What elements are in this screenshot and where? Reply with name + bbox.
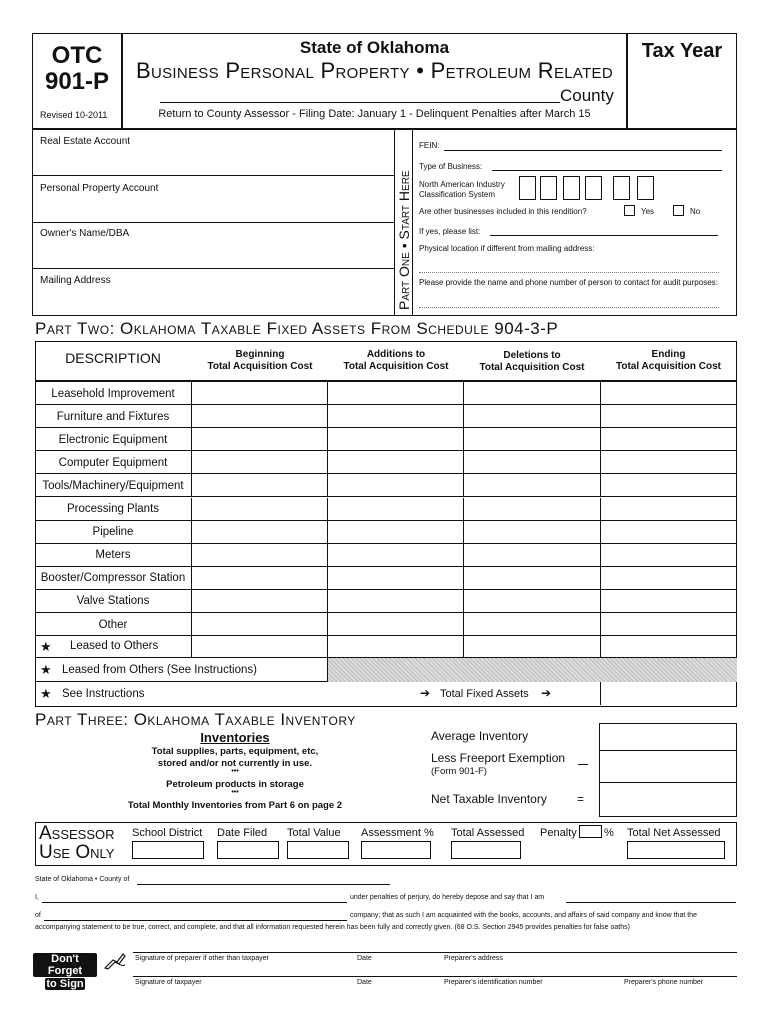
col-deletions-header-1: Deletions to	[503, 350, 561, 361]
star-icon: ★	[40, 662, 52, 677]
inventory-dots-2: •••	[231, 789, 239, 796]
table-row	[35, 613, 737, 636]
dont-forget-line-2: to Sign	[46, 978, 84, 990]
part-three-title: Part Three: Oklahoma Taxable Inventory	[35, 710, 356, 729]
less-freeport-label: Less Freeport Exemption	[431, 751, 566, 765]
cell-beginning[interactable]	[191, 613, 327, 636]
cell-ending[interactable]	[600, 567, 737, 590]
row-label: Processing Plants	[66, 503, 160, 515]
total-net-assessed-field[interactable]	[627, 841, 725, 859]
naics-digit-5[interactable]	[613, 176, 630, 200]
field-label-owner: Owner's Name/DBA	[40, 228, 130, 239]
star-icon: ★	[40, 639, 52, 654]
cell-ending[interactable]	[600, 474, 737, 497]
perjury-text: under penalties of perjury, do hereby depose and say that I am	[350, 894, 545, 901]
sig-preparer-line[interactable]	[133, 952, 737, 953]
other-businesses-question: Are other businesses included in this rendition?	[419, 207, 587, 216]
net-taxable-label: Net Taxable Inventory	[431, 792, 547, 806]
star-icon: ★	[40, 686, 52, 701]
cell-additions[interactable]	[327, 405, 463, 428]
inventory-dots-1: •••	[231, 768, 239, 775]
if-yes-label: If yes, please list:	[419, 227, 481, 236]
company-text: company; that as such I am acquainted with the books, accounts, and affairs of said company and know that the	[350, 912, 697, 919]
row-label: Booster/Compressor Station	[40, 572, 186, 585]
table-row	[35, 382, 737, 405]
cell-ending[interactable]	[600, 382, 737, 405]
filing-note: Return to County Assessor - Filing Date: January 1 - Delinquent Penalties after March 15	[158, 108, 591, 120]
total-monthly-label: Total Monthly Inventories from Part 6 on page 2	[127, 800, 343, 811]
cell-additions[interactable]	[327, 567, 463, 590]
county-line[interactable]	[160, 102, 560, 103]
part-one-side-label: Part One • Start Here	[396, 170, 412, 310]
row-label: Leased to Others	[70, 640, 159, 652]
cell-additions[interactable]	[327, 382, 463, 405]
cell-deletions[interactable]	[463, 544, 600, 567]
naics-digit-2[interactable]	[540, 176, 557, 200]
cell-deletions[interactable]	[463, 567, 600, 590]
cell-deletions[interactable]	[463, 635, 600, 658]
cell-ending[interactable]	[600, 405, 737, 428]
row-label: Tools/Machinery/Equipment	[42, 479, 184, 492]
row-label: Meters	[95, 549, 131, 562]
table-row	[35, 521, 737, 544]
row-label: Furniture and Fixtures	[56, 410, 170, 423]
school-district-field[interactable]	[132, 841, 204, 859]
row-label: Other	[98, 618, 128, 631]
cell-beginning[interactable]	[191, 590, 327, 613]
part-one-divider-2	[412, 129, 413, 316]
no-label: No	[690, 207, 701, 216]
table-row-leased-to-others	[35, 635, 737, 658]
cell-deletions[interactable]	[463, 613, 600, 636]
row-label: Electronic Equipment	[58, 433, 168, 446]
part-two-title: Part Two: Oklahoma Taxable Fixed Assets From Schedule 904-3-P	[35, 319, 559, 338]
total-net-assessed-label: Total Net Assessed	[627, 827, 721, 839]
naics-label-1: North American Industry	[419, 180, 505, 189]
state-title: State of Oklahoma	[299, 38, 450, 57]
cell-ending[interactable]	[600, 428, 737, 451]
average-inventory-field[interactable]	[599, 723, 737, 751]
cell-additions[interactable]	[327, 521, 463, 544]
naics-digit-4[interactable]	[585, 176, 602, 200]
assessor-title-2: Use Only	[39, 842, 115, 863]
freeport-field[interactable]	[599, 751, 737, 783]
sig-taxpayer-line[interactable]	[133, 976, 737, 977]
cell-deletions[interactable]	[463, 405, 600, 428]
row-label: Leased from Others (See Instructions)	[62, 664, 257, 676]
cell-deletions[interactable]	[463, 590, 600, 613]
shaded-cells	[327, 658, 737, 682]
col-ending-header-2: Total Acquisition Cost	[616, 361, 721, 372]
equals-sign: =	[577, 792, 585, 806]
date1-label: Date	[357, 955, 372, 962]
cell-additions[interactable]	[327, 451, 463, 474]
date-filed-field[interactable]	[217, 841, 279, 859]
sig-taxpayer-label: Signature of taxpayer	[135, 979, 202, 986]
cell-additions[interactable]	[327, 590, 463, 613]
fein-line[interactable]	[444, 150, 722, 151]
cell-deletions[interactable]	[463, 382, 600, 405]
cell-beginning[interactable]	[191, 635, 327, 658]
cell-additions[interactable]	[327, 635, 463, 658]
percent-sign: %	[604, 827, 614, 839]
yes-checkbox[interactable]	[624, 205, 635, 216]
cell-additions[interactable]	[327, 428, 463, 451]
row-label: Leasehold Improvement	[51, 387, 175, 400]
cell-ending[interactable]	[600, 498, 737, 521]
naics-label-2: Classification System	[419, 190, 496, 199]
table-row	[35, 544, 737, 567]
cell-ending[interactable]	[600, 451, 737, 474]
average-inventory-label: Average Inventory	[431, 729, 529, 743]
cell-ending[interactable]	[600, 521, 737, 544]
cell-beginning[interactable]	[191, 428, 327, 451]
form-code-line1: OTC	[51, 42, 103, 69]
yes-label: Yes	[641, 207, 655, 216]
cell-deletions[interactable]	[463, 451, 600, 474]
col-additions-header-1: Additions to	[366, 349, 426, 360]
total-fixed-assets-label: Total Fixed Assets	[440, 688, 529, 700]
cell-deletions[interactable]	[463, 498, 600, 521]
freeport-dash	[578, 764, 588, 765]
cell-ending[interactable]	[600, 635, 737, 658]
cell-additions[interactable]	[327, 498, 463, 521]
arrow-icon: ➔	[420, 686, 431, 700]
total-assessed-field[interactable]	[451, 841, 521, 859]
cell-beginning[interactable]	[191, 521, 327, 544]
contact-label: Please provide the name and phone number of person to contact for audit purposes:	[419, 278, 718, 287]
table-row	[35, 567, 737, 590]
no-checkbox[interactable]	[673, 205, 684, 216]
field-label-mailing: Mailing Address	[40, 275, 111, 286]
physical-location-line[interactable]	[419, 272, 719, 273]
form-title: Business Personal Property • Petroleum Related	[135, 58, 613, 83]
form-901f-label: (Form 901-F)	[431, 766, 487, 777]
of-label: of	[35, 912, 41, 919]
preparer-address-label: Preparer's address	[444, 955, 503, 962]
cell-beginning[interactable]	[191, 544, 327, 567]
revised-date: Revised 10-2011	[40, 110, 108, 120]
date-filed-label: Date Filed	[217, 827, 268, 839]
pen-hand-icon	[103, 950, 127, 970]
col-description-header: DESCRIPTION	[65, 350, 161, 366]
table-row	[35, 590, 737, 613]
petroleum-label: Petroleum products in storage	[166, 779, 304, 790]
total-value-label: Total Value	[287, 827, 341, 839]
total-value-field[interactable]	[287, 841, 349, 859]
net-taxable-field[interactable]	[599, 783, 737, 817]
cell-ending[interactable]	[600, 544, 737, 567]
company-line[interactable]	[44, 920, 347, 921]
school-district-label: School District	[132, 827, 203, 839]
state-county-label: State of Oklahoma • County of	[35, 876, 130, 883]
field-line-owner[interactable]	[32, 268, 394, 269]
cell-deletions[interactable]	[463, 474, 600, 497]
cell-beginning[interactable]	[191, 474, 327, 497]
arrow-icon: ➔	[541, 686, 552, 700]
preparer-phone-label: Preparer's phone number	[624, 979, 704, 986]
col-beginning-header-2: Total Acquisition Cost	[207, 361, 313, 372]
naics-digit-3[interactable]	[563, 176, 580, 200]
penalty-field[interactable]	[579, 825, 602, 838]
inventories-heading: Inventories	[200, 730, 270, 745]
naics-digit-6[interactable]	[637, 176, 654, 200]
physical-location-label: Physical location if different from mailing address:	[419, 244, 595, 253]
assessment-pct-field[interactable]	[361, 841, 431, 859]
naics-digit-1[interactable]	[519, 176, 536, 200]
field-line-personal-property[interactable]	[32, 222, 394, 223]
table-row	[35, 405, 737, 428]
col-beginning-header-1: Beginning	[235, 349, 285, 360]
table-row	[35, 498, 737, 521]
row-label: Computer Equipment	[58, 456, 168, 469]
table-row	[35, 428, 737, 451]
row-label: Valve Stations	[76, 595, 150, 608]
inventory-line-1: Total supplies, parts, equipment, etc,	[151, 746, 319, 757]
penalty-label: Penalty	[540, 827, 577, 839]
row-label: See Instructions	[62, 688, 145, 700]
county-of-line[interactable]	[137, 884, 390, 885]
sig-preparer-label: Signature of preparer if other than taxpayer	[135, 955, 269, 962]
county-label: County	[560, 86, 614, 105]
date2-label: Date	[357, 979, 372, 986]
field-label-personal-property: Personal Property Account	[40, 183, 159, 194]
cell-beginning[interactable]	[191, 451, 327, 474]
if-yes-line[interactable]	[490, 235, 718, 236]
row-label: Pipeline	[92, 526, 134, 539]
table-row-see-instructions	[35, 682, 737, 705]
table-row	[35, 474, 737, 497]
dont-forget-line-1: Don't Forget	[33, 953, 97, 977]
field-label-real-estate: Real Estate Account	[40, 136, 131, 147]
cell-beginning[interactable]	[191, 382, 327, 405]
col-additions-header-2: Total Acquisition Cost	[343, 361, 449, 372]
col-deletions-header-2: Total Acquisition Cost	[479, 362, 585, 373]
cell-ending[interactable]	[600, 613, 737, 636]
form-code-line2: 901-P	[44, 68, 110, 95]
tax-year-label: Tax Year	[641, 40, 723, 62]
cell-additions[interactable]	[327, 613, 463, 636]
cell-additions[interactable]	[327, 474, 463, 497]
part-one-divider	[394, 129, 395, 316]
statement-text: accompanying statement to be true, correct, and complete, and that all information requested herein has been fully and correctly given. (68 O.S. Section 2945 provides penalties for false oaths)	[35, 924, 630, 931]
dont-forget-badge	[33, 953, 97, 990]
table-row-leased-from-others	[35, 658, 737, 682]
col-ending-header-1: Ending	[651, 349, 686, 360]
affiant-title-line[interactable]	[566, 902, 736, 903]
inventory-line-2: stored and/or not currently in use.	[157, 758, 313, 769]
assessment-pct-label: Assessment %	[361, 827, 434, 839]
total-assessed-label: Total Assessed	[451, 827, 525, 839]
cell-deletions[interactable]	[463, 428, 600, 451]
fein-label: FEIN:	[419, 141, 440, 150]
field-line-real-estate[interactable]	[32, 175, 394, 176]
cell-deletions[interactable]	[463, 521, 600, 544]
i-label: I,	[35, 894, 39, 901]
contact-line[interactable]	[419, 307, 719, 308]
type-of-business-line[interactable]	[492, 170, 722, 171]
total-fixed-assets-cell[interactable]	[600, 682, 737, 705]
cell-beginning[interactable]	[191, 498, 327, 521]
cell-beginning[interactable]	[191, 567, 327, 590]
affiant-name-line[interactable]	[42, 902, 347, 903]
cell-ending[interactable]	[600, 590, 737, 613]
cell-beginning[interactable]	[191, 405, 327, 428]
table-row	[35, 451, 737, 474]
type-of-business-label: Type of Business:	[419, 162, 483, 171]
preparer-id-label: Preparer's identification number	[444, 979, 543, 986]
assessor-title-1: Assessor	[39, 823, 115, 844]
cell-additions[interactable]	[327, 544, 463, 567]
